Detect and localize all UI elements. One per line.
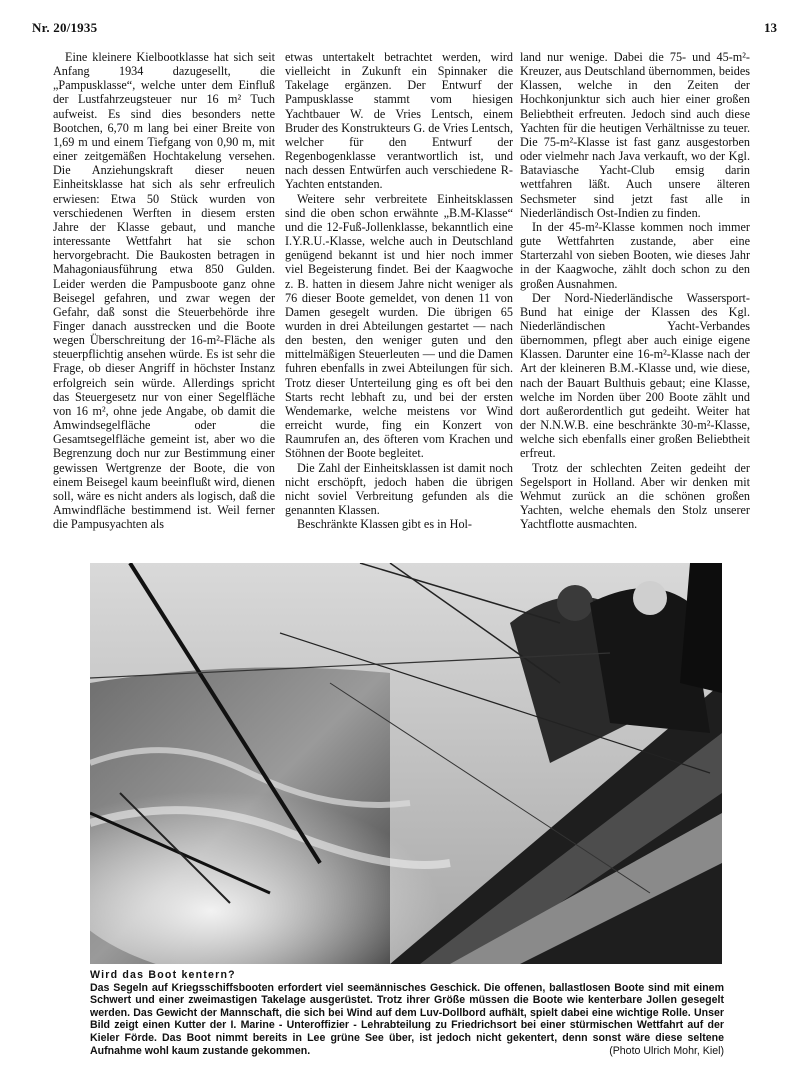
photo-credit: (Photo Ulrich Mohr, Kiel) [609,1044,724,1057]
caption-body: Das Segeln auf Kriegsschiffsbooten erfordert viel seemännisches Geschick. Die offenen, ballastlosen Boote sind mit einem Schwert und einer zweimastigen Takelage ausgerüstet. Trotz ihrer Größe müssen die Boote wie kenterbare Jollen gesegelt werden. Das Gewicht der Mannschaft, die sich bei Wind auf dem Luv-Dollbord aufhält, spielt dabei eine wichtige Rolle. Unser Bild zeigt einen Kutter der I. Marine - Unteroffizier - Lehrabteilung zu Friedrichsort bei einer stürmischen Wettfahrt auf der Kieler Förde. Das Boot nimmt bereits in Lee grüne See über, ist jedoch nicht gekentert, denn sonst wäre diese seltene Aufnahme wohl kaum zustande gekommen. [90,981,724,1057]
text-column-1 [53,50,275,531]
text-column-3 [520,50,750,531]
sailing-photo [90,563,722,964]
paragraph: Die Zahl der Einheitsklassen ist damit noch nicht erschöpft, jedoch haben die übrigen nicht soviel Verbreitung gefunden als die genannten Klassen. [285,460,513,517]
paragraph: Trotz der schlechten Zeiten gedeiht der Segelsport in Holland. Aber wir denken mit Wehmut zurück an die schönen großen Yachten, welche ehemals den Stolz unserer Yachtflotte ausmachten. [520,460,750,532]
caption-heading: Wird das Boot kentern? [90,969,236,981]
paragraph: etwas untertakelt betrachtet werden, wird vielleicht in Zukunft ein Spinnaker die Takelage ergänzen. Der Entwurf der Pampusklasse stammt vom hiesigen Yachtbauer W. de Vries Lentsch, einem Bruder des Konstrukteurs G. de Vries Lentsch, welcher für den Entwurf der Regenbogenklasse verantwortlich ist, und nach dessen Entwürfen auch verschiedene R-Yachten entstanden. [285,50,513,192]
paragraph: land nur wenige. Dabei die 75- und 45-m²-Kreuzer, aus Deutschland übernommen, beides Klassen, welche in den Zeiten der Hochkonjunktur sich auch hier einer großen Beliebtheit erfreuten. Jedoch sind auch diese Yachten für die heutigen Verhältnisse zu teuer. Die 75-m²-Klasse ist fast ganz ausgestorben oder vielmehr nach Java verkauft, wo der Kgl. Bataviasche Yacht-Club emsig darin wettfahren läßt. Auch unsere älteren Sechsmeter sind jetzt fast alle in Niederländisch Ost-Indien zu finden. [520,50,750,220]
text-column-2 [285,50,513,531]
photo-caption [90,969,724,1057]
page-number: 13 [764,20,777,35]
paragraph: Beschränkte Klassen gibt es in Hol- [297,517,472,532]
paragraph: Weitere sehr verbreitete Einheitsklassen sind die oben schon erwähnte „B.M-Klasse“ und die 12-Fuß-Jollenklasse, bekanntlich eine I.Y.R.U.-Klasse, welche auch in Deutschland genügend bekannt ist und hier noch immer viel Begeisterung findet. Bei der Kaagwoche z. B. hatten in diesem Jahre nicht weniger als 76 dieser Boote gemeldet, von denen 11 von Damen gesegelt wurden. Die übrigen 65 wurden in drei Abteilungen gestartet — nach den besten, den weniger guten und den mittelmäßigen Steuerleuten — und die Damen fuhren ebenfalls in zwei Abteilungen für sich. Trotz dieser Unterteilung ging es oft bei den Starts recht lebhaft zu, und bei der ersten Wendemarke, welche meistens vor Wind erreicht wurde, fing ein Konzert von Raumrufen an, des öfteren vom Krachen und Stöhnen der Boote begleitet. [285,191,513,461]
paragraph: Eine kleinere Kielbootklasse hat sich seit Anfang 1934 dazugesellt, die „Pampusklasse“, welche unter dem Einfluß der Lustfahrzeugsteuer nur 16 m² Tuch aufweist. Es sind dies besonders nette Bootchen, 6,70 m lang bei einer Breite von 1,69 m und einem Tiefgang von 0,90 m, mit einer zeitgemäßen Hochtakelung versehen. Die Anziehungskraft dieser neuen Einheitsklasse hat sich als sehr erfreulich erwiesen: Etwa 50 Stück wurden von verschiedenen Werften in diesem ersten Jahre der Klasse gebaut, und manche interessante Wettfahrt hat sie schon hervorgebracht. Die Baukosten betragen in Mahagoniausführung etwa 850 Gulden. Leider werden die Pampusboote ganz ohne Beisegel gefahren, und zwar wegen der Gefahr, daß sonst die Steuerbehörde ihre Finger danach ausstrecken und die Boote wegen Überschreitung der 16-m²-Fläche als steuerpflichtig ansehen würde. Es ist sehr die Frage, ob dieser Angriff in höchster Instanz erfolgreich sein würde. Allerdings spricht das Steuergesetz nur von einer Segelfläche von 16 m², ohne jede Angabe, ob damit die Amwindsegelfläche oder die Gesamtsegelfläche gemeint ist, aber wo die Begrenzung doch nur zur Bestimmung einer gewissen Wertgrenze der Boote, die von einem Beisegel kaum beeinflußt wird, dienen soll, wäre es nicht anders als logisch, daß die Amwindfläche bestimmend ist. Weil ferner die Pampusyachten als [53,50,275,532]
issue-number: Nr. 20/1935 [32,20,98,35]
paragraph: In der 45-m²-Klasse kommen noch immer gute Wettfahrten zustande, aber eine Starterzahl von sieben Booten, wie dieses Jahr in der Kaagwoche, zählt doch schon zu den großen Ausnahmen. [520,219,750,291]
paragraph: Der Nord-Niederländische Wassersport-Bund hat einige der Klassen des Kgl. Niederländischen Yacht-Verbandes übernommen, pflegt aber auch einige eigene Klassen. Darunter eine 16-m²-Klasse nach der Art der kleineren B.M.-Klasse und, wie diese, nach der Bauart Bulthuis gebaut; eine Klasse, welche im Norden über 200 Boote zählt und dort außerordentlich gut gedeiht. Weiter hat der N.N.W.B. eine beschränkte 30-m²-Klasse, welche sich ebenfalls einer großen Beliebtheit erfreut. [520,290,750,461]
